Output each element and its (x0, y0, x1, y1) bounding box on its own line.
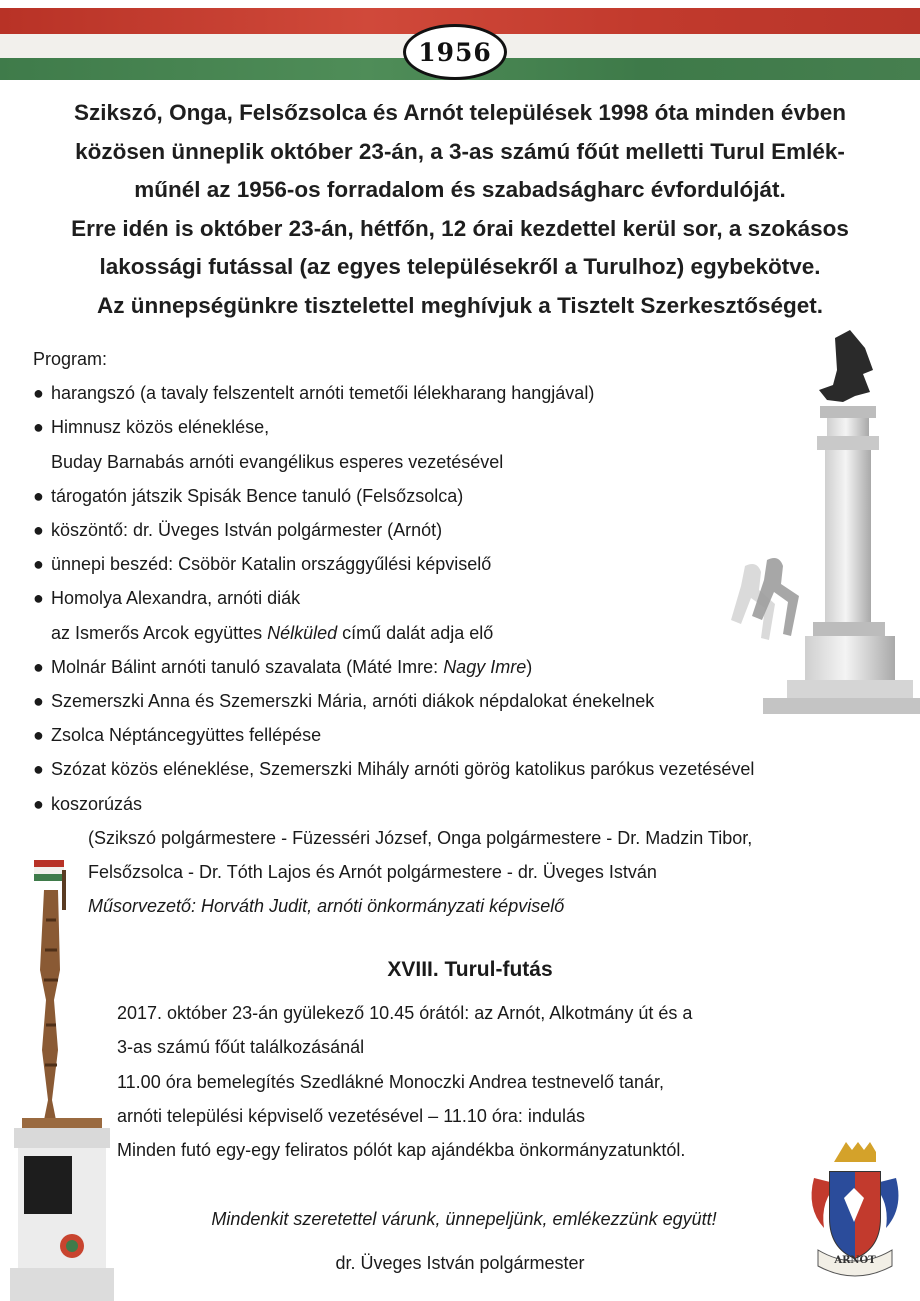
program-title: Program: (33, 349, 108, 369)
program-host: Műsorvezető: Horváth Judit, arnóti önkormányzati képviselő (88, 896, 565, 917)
run-details (117, 996, 837, 1167)
list-item: ● Szózat közös eléneklése, Szemerszki Mihály arnóti görög katolikus parókus vezetésével (33, 759, 755, 780)
list-item: ● koszorúzás (33, 793, 143, 814)
list-item: ● Szemerszki Anna és Szemerszki Mária, arnóti diákok népdalokat énekelnek (33, 691, 655, 712)
program-section (33, 342, 913, 923)
run-line: 11.00 óra bemelegítés Szedlákné Monoczki Andrea testnevelő tanár, (117, 1071, 665, 1092)
crest-label: ARNÓT (834, 1255, 876, 1266)
list-item: ● Molnár Bálint arnóti tanuló szavalata (Máté Imre: Nagy Imre) (33, 656, 533, 677)
intro-line: Az ünnepségünkre tisztelettel meghívjuk a Tisztelt Szerkesztőséget. (96, 292, 824, 318)
list-item: ● tárogatón játszik Spisák Bence tanuló (Felsőzsolca) (33, 485, 464, 506)
list-item: ● harangszó (a tavaly felszentelt arnóti temetői lélekharang hangjával) (33, 383, 595, 404)
intro-line: lakossági futással (az egyes településekről a Turulhoz) egybekötve. (99, 254, 821, 279)
intro-line: műnél az 1956-os forradalom és szabadságharc évfordulóját. (134, 177, 786, 202)
run-title: XVIII. Turul-futás (387, 958, 553, 981)
list-item-continuation: Buday Barnabás arnóti evangélikus esperes vezetésével (51, 451, 504, 472)
list-item: ● köszöntő: dr. Üveges István polgármester (Arnót) (33, 520, 443, 541)
intro-line: Erre idén is október 23-án, hétfőn, 12 órai kezdettel kerül sor, a szokásos (71, 215, 849, 241)
run-line: arnóti települési képviselő vezetésével – 11.10 óra: indulás (117, 1105, 585, 1126)
intro-paragraph (0, 94, 920, 325)
intro-line: közösen ünneplik október 23-án, a 3-as számú főút melletti Turul Emlék- (75, 138, 845, 164)
list-item: ● Himnusz közös eléneklése, (33, 417, 270, 438)
intro-line: Szikszó, Onga, Felsőzsolca és Arnót települések 1998 óta minden évben (74, 100, 846, 125)
memorial-pole-image (0, 850, 115, 1301)
run-line: 2017. október 23-án gyülekező 10.45 órától: az Arnót, Alkotmány út és a (117, 1003, 693, 1023)
signature: dr. Üveges István polgármester (335, 1253, 585, 1273)
year-badge: 1956 (403, 24, 507, 80)
list-item: ● Homolya Alexandra, arnóti diák (33, 588, 301, 609)
list-item: ● Zsolca Néptáncegyüttes fellépése (33, 725, 322, 746)
closing-message: Mindenkit szeretettel várunk, ünnepeljünk, emlékezzünk együtt! (211, 1209, 717, 1229)
list-item-continuation: az Ismerős Arcok együttes Nélküled című dalát adja elő (51, 622, 494, 643)
list-item-continuation: Felsőzsolca - Dr. Tóth Lajos és Arnót polgármestere - dr. Üveges István (88, 862, 657, 883)
list-item: ● ünnepi beszéd: Csöbör Katalin országgyűlési képviselő (33, 554, 492, 575)
run-line: Minden futó egy-egy feliratos pólót kap ajándékba önkormányzatunktól. (117, 1140, 686, 1161)
run-line: 3-as számú főút találkozásánál (117, 1037, 365, 1058)
list-item-continuation: (Szikszó polgármestere - Füzesséri József, Onga polgármestere - Dr. Madzin Tibor, (88, 827, 753, 848)
